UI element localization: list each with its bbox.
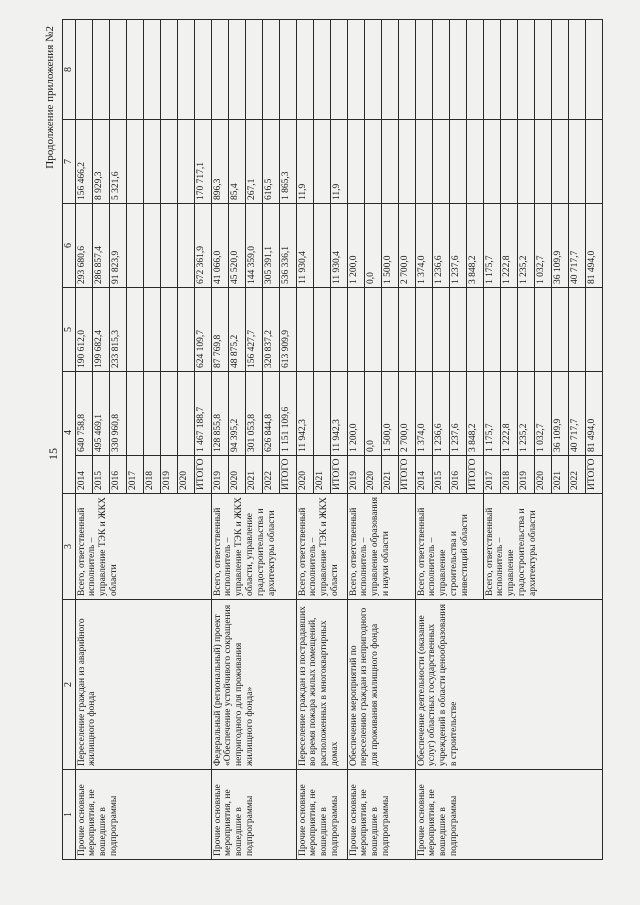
amount-cell (177, 120, 194, 204)
amount-cell: 1 236,6 (432, 204, 449, 288)
year-cell: 2018 (143, 456, 160, 494)
activity-type-cell: Прочие основные мероприятия, не вошедшие в подпрограммы (347, 770, 415, 860)
amount-cell: 624 109,7 (194, 288, 211, 372)
amount-cell: 1 235,2 (517, 372, 534, 456)
year-cell: 2020 (534, 456, 551, 494)
amount-cell (517, 120, 534, 204)
amount-cell: 626 844,8 (262, 372, 279, 456)
amount-cell (483, 120, 500, 204)
year-cell: 2017 (126, 456, 143, 494)
executor-cell: Всего, ответственный исполнитель – управление строительства и инвестиций области (415, 494, 483, 600)
amount-cell (347, 288, 364, 372)
amount-cell (177, 204, 194, 288)
year-cell: 2021 (245, 456, 262, 494)
amount-cell (313, 372, 330, 456)
amount-cell (466, 120, 483, 204)
amount-cell (160, 20, 177, 120)
amount-cell: 2 700,0 (398, 372, 415, 456)
year-cell: ИТОГО (330, 456, 347, 494)
financing-table (62, 19, 603, 860)
amount-cell (75, 20, 92, 120)
year-cell: 2020 (228, 456, 245, 494)
table-row (211, 20, 228, 860)
year-cell: 2016 (449, 456, 466, 494)
amount-cell: 199 682,4 (92, 288, 109, 372)
year-cell: 2015 (92, 456, 109, 494)
amount-cell: 81 494,0 (585, 204, 602, 288)
amount-cell (160, 288, 177, 372)
amount-cell: 2 700,0 (398, 204, 415, 288)
amount-cell (364, 120, 381, 204)
amount-cell (585, 120, 602, 204)
amount-cell: 1 500,0 (381, 204, 398, 288)
amount-cell (415, 288, 432, 372)
amount-cell: 613 909,9 (279, 288, 296, 372)
amount-cell (398, 288, 415, 372)
amount-cell (347, 20, 364, 120)
amount-cell (381, 288, 398, 372)
amount-cell: 8 929,3 (92, 120, 109, 204)
amount-cell: 305 391,1 (262, 204, 279, 288)
table-row (75, 20, 92, 860)
amount-cell: 1 032,7 (534, 372, 551, 456)
amount-cell: 91 823,9 (109, 204, 126, 288)
amount-cell (211, 20, 228, 120)
table-row (415, 20, 432, 860)
amount-cell (551, 120, 568, 204)
year-cell: 2019 (211, 456, 228, 494)
amount-cell: 267,1 (245, 120, 262, 204)
amount-cell (483, 20, 500, 120)
amount-cell: 156 466,2 (75, 120, 92, 204)
amount-cell: 41 066,0 (211, 204, 228, 288)
amount-cell (585, 20, 602, 120)
amount-cell (551, 288, 568, 372)
amount-cell (194, 20, 211, 120)
amount-cell: 45 520,0 (228, 204, 245, 288)
amount-cell (330, 20, 347, 120)
year-cell: 2014 (415, 456, 432, 494)
year-cell: 2019 (517, 456, 534, 494)
amount-cell: 1 222,8 (500, 204, 517, 288)
amount-cell (126, 288, 143, 372)
amount-cell (517, 288, 534, 372)
year-cell: 2021 (551, 456, 568, 494)
amount-cell: 94 395,2 (228, 372, 245, 456)
amount-cell: 616,5 (262, 120, 279, 204)
amount-cell: 286 857,4 (92, 204, 109, 288)
amount-cell: 0,0 (364, 372, 381, 456)
amount-cell (585, 288, 602, 372)
activity-type-cell: Прочие основные мероприятия, не вошедшие в подпрограммы (211, 770, 296, 860)
amount-cell: 11 942,3 (330, 372, 347, 456)
amount-cell (296, 20, 313, 120)
amount-cell: 330 960,8 (109, 372, 126, 456)
amount-cell (143, 20, 160, 120)
table-wrapper (62, 20, 597, 860)
amount-cell: 1 151 109,6 (279, 372, 296, 456)
year-cell: 2021 (381, 456, 398, 494)
activity-name-cell: Переселение граждан из пострадавших во время пожара жилых помещений, расположенных в многоквартирных домах (296, 600, 347, 770)
year-cell: ИТОГО (279, 456, 296, 494)
page-number: 15 (46, 448, 60, 460)
activity-type-cell: Прочие основные мероприятия, не вошедшие в подпрограммы (415, 770, 602, 860)
amount-cell (517, 20, 534, 120)
year-cell: ИТОГО (466, 456, 483, 494)
amount-cell: 301 053,8 (245, 372, 262, 456)
amount-cell: 1 235,2 (517, 204, 534, 288)
table-row (296, 20, 313, 860)
amount-cell (126, 120, 143, 204)
executor-cell: Всего, ответственный исполнитель – управление ТЭК и ЖКХ области (75, 494, 211, 600)
amount-cell (568, 20, 585, 120)
column-number: 7 (63, 120, 76, 204)
column-number: 4 (63, 372, 76, 494)
amount-cell: 0,0 (364, 204, 381, 288)
amount-cell: 36 109,9 (551, 204, 568, 288)
amount-cell (449, 288, 466, 372)
column-number: 8 (63, 20, 76, 120)
amount-cell (381, 120, 398, 204)
amount-cell (381, 20, 398, 120)
amount-cell (245, 20, 262, 120)
amount-cell (466, 20, 483, 120)
year-cell: ИТОГО (398, 456, 415, 494)
table-body (75, 20, 602, 860)
amount-cell (313, 288, 330, 372)
amount-cell (364, 20, 381, 120)
amount-cell: 3 848,2 (466, 372, 483, 456)
amount-cell (568, 288, 585, 372)
amount-cell (126, 204, 143, 288)
column-number: 6 (63, 204, 76, 288)
column-number: 5 (63, 288, 76, 372)
amount-cell: 11 930,4 (296, 204, 313, 288)
year-cell: 2016 (109, 456, 126, 494)
amount-cell (449, 120, 466, 204)
executor-cell: Всего, ответственный исполнитель – управление образования и науки области (347, 494, 415, 600)
amount-cell: 1 200,0 (347, 204, 364, 288)
amount-cell: 170 717,1 (194, 120, 211, 204)
amount-cell (483, 288, 500, 372)
table-row (347, 20, 364, 860)
amount-cell: 40 717,7 (568, 204, 585, 288)
amount-cell: 40 717,7 (568, 372, 585, 456)
amount-cell (313, 20, 330, 120)
amount-cell (466, 288, 483, 372)
amount-cell (143, 372, 160, 456)
amount-cell (534, 288, 551, 372)
amount-cell (160, 120, 177, 204)
amount-cell: 11 930,4 (330, 204, 347, 288)
year-cell: ИТОГО (194, 456, 211, 494)
amount-cell (177, 372, 194, 456)
amount-cell: 1 236,6 (432, 372, 449, 456)
amount-cell: 1 467 188,7 (194, 372, 211, 456)
amount-cell: 144 359,0 (245, 204, 262, 288)
amount-cell: 85,4 (228, 120, 245, 204)
amount-cell: 5 321,6 (109, 120, 126, 204)
activity-name-cell: Обеспечение деятельности (оказание услуг) областных государственных учреждений в области ценообразования в строительстве (415, 600, 602, 770)
amount-cell: 233 815,3 (109, 288, 126, 372)
amount-cell (177, 288, 194, 372)
amount-cell (551, 20, 568, 120)
column-number: 2 (63, 600, 76, 770)
amount-cell: 87 769,8 (211, 288, 228, 372)
amount-cell (500, 288, 517, 372)
year-cell: 2020 (296, 456, 313, 494)
amount-cell: 1 500,0 (381, 372, 398, 456)
amount-cell: 293 680,6 (75, 204, 92, 288)
rotated-sheet (40, 20, 600, 860)
appendix-caption: Продолжение приложения №2 (44, 26, 56, 169)
amount-cell (262, 20, 279, 120)
amount-cell: 81 494,0 (585, 372, 602, 456)
amount-cell (143, 120, 160, 204)
amount-cell: 1 865,3 (279, 120, 296, 204)
amount-cell (109, 20, 126, 120)
year-cell: 2022 (262, 456, 279, 494)
amount-cell: 1 374,0 (415, 372, 432, 456)
amount-cell: 156 427,7 (245, 288, 262, 372)
year-cell: 2019 (347, 456, 364, 494)
amount-cell: 320 837,2 (262, 288, 279, 372)
amount-cell: 1 374,0 (415, 204, 432, 288)
amount-cell (92, 20, 109, 120)
amount-cell: 536 336,1 (279, 204, 296, 288)
amount-cell (160, 372, 177, 456)
amount-cell (126, 20, 143, 120)
amount-cell: 3 848,2 (466, 204, 483, 288)
amount-cell (296, 288, 313, 372)
column-number-row (63, 20, 76, 860)
year-cell: 2019 (160, 456, 177, 494)
amount-cell (160, 204, 177, 288)
amount-cell: 190 612,0 (75, 288, 92, 372)
amount-cell: 48 875,2 (228, 288, 245, 372)
amount-cell (449, 20, 466, 120)
year-cell: 2018 (500, 456, 517, 494)
amount-cell (364, 288, 381, 372)
year-cell: 2014 (75, 456, 92, 494)
amount-cell (415, 20, 432, 120)
executor-cell: Всего, ответственный исполнитель – управление градостроительства и архитектуры области (483, 494, 602, 600)
activity-name-cell: Обеспечение мероприятий по переселению граждан из непригодного для проживания жилищного фонда (347, 600, 415, 770)
amount-cell: 1 237,6 (449, 204, 466, 288)
activity-name-cell: Переселение граждан из аварийного жилищного фонда (75, 600, 211, 770)
amount-cell (432, 20, 449, 120)
year-cell: 2021 (313, 456, 330, 494)
amount-cell: 128 855,8 (211, 372, 228, 456)
amount-cell: 1 237,6 (449, 372, 466, 456)
activity-type-cell: Прочие основные мероприятия, не вошедшие в подпрограммы (296, 770, 347, 860)
amount-cell: 36 109,9 (551, 372, 568, 456)
column-number: 3 (63, 494, 76, 600)
year-cell: 2022 (568, 456, 585, 494)
amount-cell (347, 120, 364, 204)
amount-cell (500, 120, 517, 204)
amount-cell: 495 469,1 (92, 372, 109, 456)
amount-cell: 1 175,7 (483, 204, 500, 288)
amount-cell (534, 120, 551, 204)
amount-cell: 672 361,9 (194, 204, 211, 288)
amount-cell (313, 204, 330, 288)
amount-cell: 640 758,8 (75, 372, 92, 456)
amount-cell (398, 120, 415, 204)
year-cell: 2017 (483, 456, 500, 494)
amount-cell: 11 942,3 (296, 372, 313, 456)
amount-cell (500, 20, 517, 120)
amount-cell (330, 288, 347, 372)
amount-cell: 1 222,8 (500, 372, 517, 456)
amount-cell: 11,9 (296, 120, 313, 204)
activity-type-cell: Прочие основные мероприятия, не вошедшие в подпрограммы (75, 770, 211, 860)
column-number: 1 (63, 770, 76, 860)
amount-cell (143, 288, 160, 372)
amount-cell: 1 175,7 (483, 372, 500, 456)
amount-cell (313, 120, 330, 204)
year-cell: 2020 (177, 456, 194, 494)
amount-cell: 11,9 (330, 120, 347, 204)
amount-cell (228, 20, 245, 120)
amount-cell (126, 372, 143, 456)
amount-cell: 1 200,0 (347, 372, 364, 456)
amount-cell: 896,3 (211, 120, 228, 204)
year-cell: 2015 (432, 456, 449, 494)
amount-cell (415, 120, 432, 204)
year-cell: ИТОГО (585, 456, 602, 494)
year-cell: 2020 (364, 456, 381, 494)
amount-cell (534, 20, 551, 120)
amount-cell (143, 204, 160, 288)
executor-cell: Всего, ответственный исполнитель – управление ТЭК и ЖКХ области, управление градостроительства и архитектуры области (211, 494, 296, 600)
executor-cell: Всего, ответственный исполнитель – управление ТЭК и ЖКХ области (296, 494, 347, 600)
amount-cell: 1 032,7 (534, 204, 551, 288)
amount-cell (177, 20, 194, 120)
amount-cell (279, 20, 296, 120)
amount-cell (398, 20, 415, 120)
amount-cell (568, 120, 585, 204)
amount-cell (432, 120, 449, 204)
amount-cell (432, 288, 449, 372)
activity-name-cell: Федеральный (региональный) проект «Обеспечение устойчивого сокращения непригодного для проживания жилищного фонда» (211, 600, 296, 770)
